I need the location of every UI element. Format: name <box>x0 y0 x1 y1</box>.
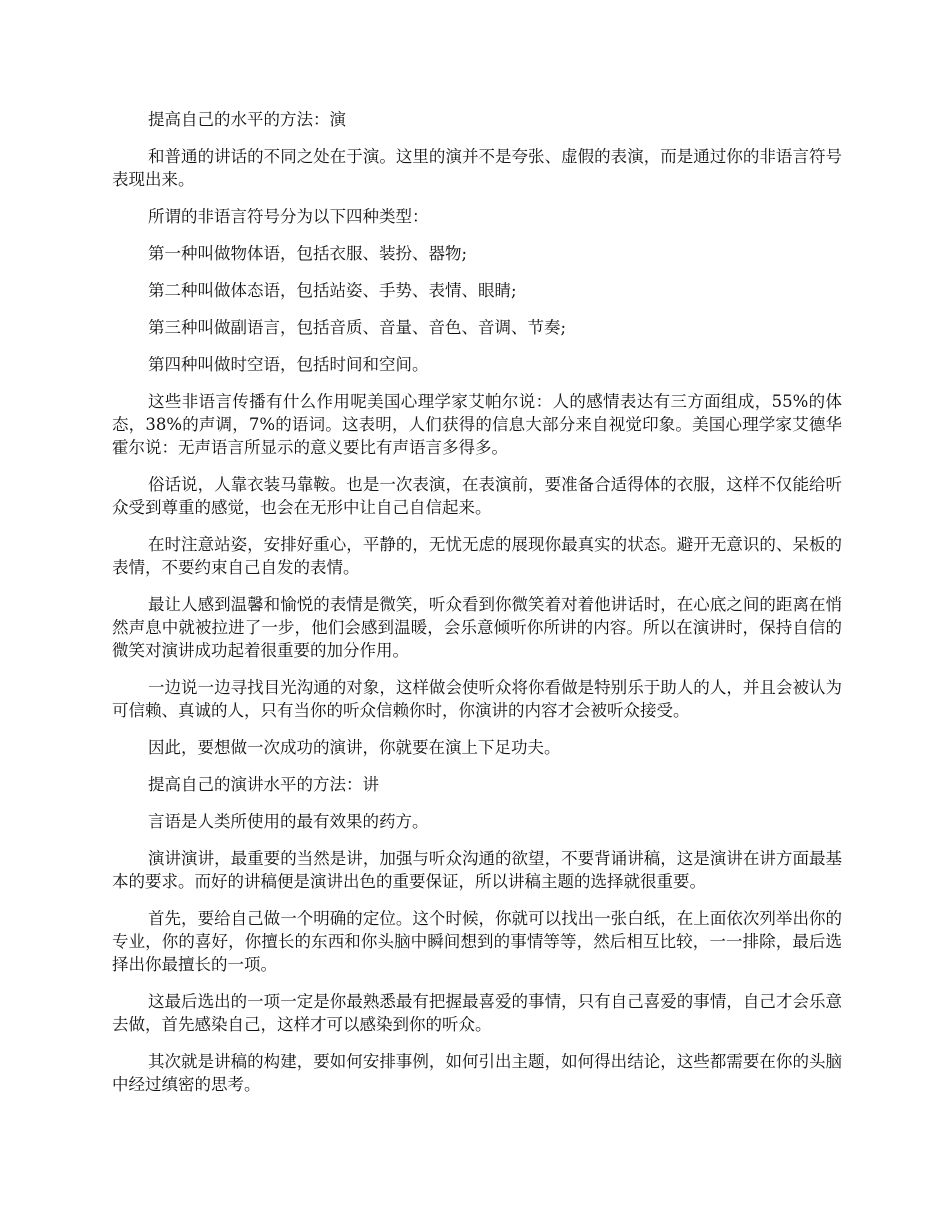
paragraph: 所谓的非语言符号分为以下四种类型： <box>148 207 429 226</box>
list-item-type-1: 第一种叫做物体语，包括衣服、装扮、器物; <box>148 244 468 263</box>
paragraph: 首先，要给自己做一个明确的定位。这个时候，你就可以找出一张白纸，在上面依次列举出你的专业，你的喜好，你擅长的东西和你头脑中瞬间想到的事情等等，然后相互比较，一一排除，最后选择出你最擅长的一项。 <box>112 909 842 974</box>
paragraph: 一边说一边寻找目光沟通的对象，这样做会使听众将你看做是特别乐于助人的人，并且会被认为可信赖、真诚的人，只有当你的听众信赖你时，你演讲的内容才会被听众接受。 <box>112 678 842 720</box>
paragraph: 最让人感到温馨和愉悦的表情是微笑，听众看到你微笑着对着他讲话时，在心底之间的距离在悄然声息中就被拉进了一步，他们会感到温暖，会乐意倾听你所讲的内容。所以在演讲时，保持自信的微笑对演讲成功起着很重要的加分作用。 <box>112 595 842 660</box>
paragraph: 其次就是讲稿的构建，要如何安排事例，如何引出主题，如何得出结论，这些都需要在你的头脑中经过缜密的思考。 <box>112 1052 842 1094</box>
paragraph: 这最后选出的一项一定是你最熟悉最有把握最喜爱的事情，只有自己喜爱的事情，自己才会乐意去做，首先感染自己，这样才可以感染到你的听众。 <box>112 992 842 1034</box>
paragraph: 和普通的讲话的不同之处在于演。这里的演并不是夸张、虚假的表演，而是通过你的非语言符号表现出来。 <box>112 147 842 189</box>
document-page <box>112 108 842 1110</box>
paragraph: 言语是人类所使用的最有效果的药方。 <box>148 812 429 831</box>
paragraph: 俗话说，人靠衣装马靠鞍。也是一次表演，在表演前，要准备合适得体的衣服，这样不仅能给听众受到尊重的感觉，也会在无形中让自己自信起来。 <box>112 475 842 517</box>
paragraph: 这些非语言传播有什么作用呢美国心理学家艾帕尔说：人的感情表达有三方面组成，55%的体态，38%的声调，7%的语词。这表明，人们获得的信息大部分来自视觉印象。美国心理学家艾德华霍尔说：无声语言所显示的意义要比有声语言多得多。 <box>112 392 842 457</box>
paragraph: 演讲演讲，最重要的当然是讲，加强与听众沟通的欲望，不要背诵讲稿，这是演讲在讲方面最基本的要求。而好的讲稿便是演讲出色的重要保证，所以讲稿主题的选择就很重要。 <box>112 849 842 891</box>
paragraph: 在时注意站姿，安排好重心，平静的，无忧无虑的展现你最真实的状态。避开无意识的、呆板的表情，不要约束自己自发的表情。 <box>112 535 842 577</box>
paragraph-heading-jiang: 提高自己的演讲水平的方法：讲 <box>148 775 379 794</box>
paragraph-heading-yan: 提高自己的水平的方法：演 <box>148 110 346 129</box>
paragraph: 因此，要想做一次成功的演讲，你就要在演上下足功夫。 <box>148 738 561 757</box>
list-item-type-3: 第三种叫做副语言，包括音质、音量、音色、音调、节奏; <box>148 318 567 337</box>
list-item-type-2: 第二种叫做体态语，包括站姿、手势、表情、眼睛; <box>148 281 517 300</box>
list-item-type-4: 第四种叫做时空语，包括时间和空间。 <box>148 355 429 374</box>
